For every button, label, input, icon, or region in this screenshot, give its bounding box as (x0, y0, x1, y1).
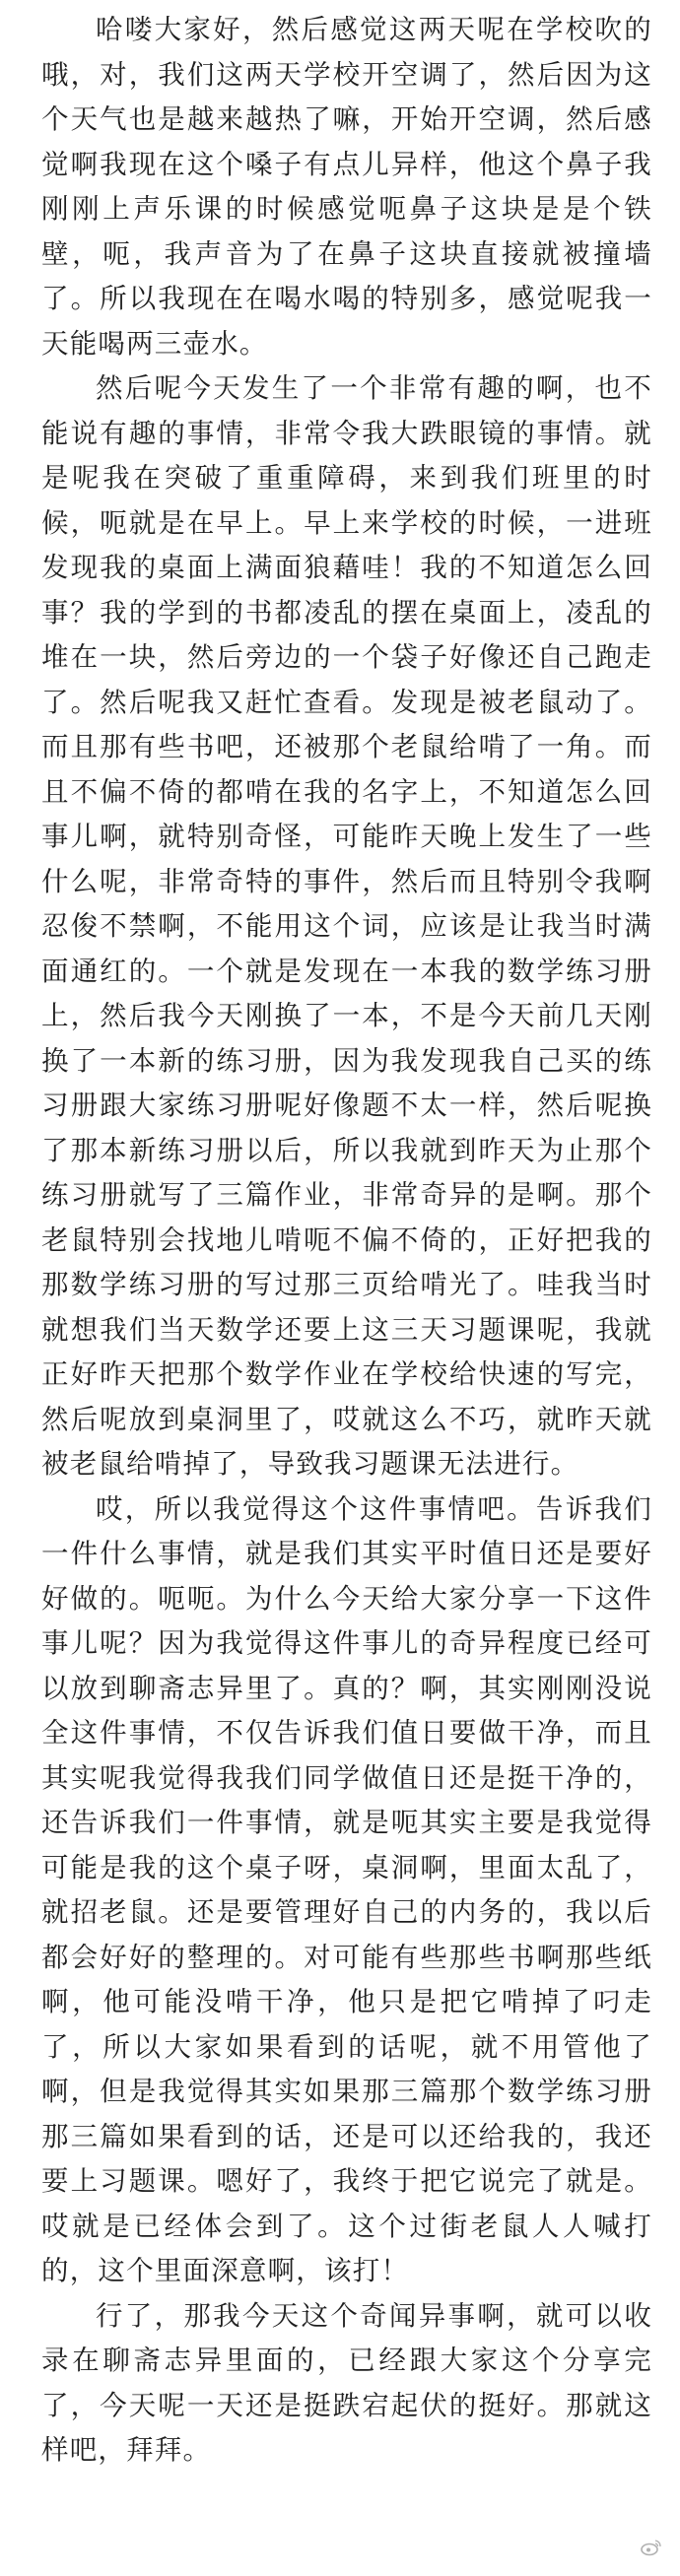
watermark (641, 2539, 662, 2556)
paragraph-2: 然后呢今天发生了一个非常有趣的啊，也不能说有趣的事情，非常令我大跌眼镜的事情。就是呢我在突破了重重障碍，来到我们班里的时候，呃就是在早上。早上来学校的时候，一进班发现我的桌面上满面狼藉哇！我的不知道怎么回事？我的学到的书都凌乱的摆在桌面上，凌乱的堆在一块，然后旁边的一个袋子好像还自己跑走了。然后呢我又赶忙查看。发现是被老鼠动了。而且那有些书吧，还被那个老鼠给啃了一角。而且不偏不倚的都啃在我的名字上，不知道怎么回事儿啊，就特别奇怪，可能昨天晚上发生了一些什么呢，非常奇特的事件，然后而且特别令我啊忍俊不禁啊，不能用这个词，应该是让我当时满面通红的。一个就是发现在一本我的数学练习册上，然后我今天刚换了一本，不是今天前几天刚换了一本新的练习册，因为我发现我自己买的练习册跟大家练习册呢好像题不太一样，然后呢换了那本新练习册以后，所以我就到昨天为止那个练习册就写了三篇作业，非常奇异的是啊。那个老鼠特别会找地儿啃呃不偏不倚的，正好把我的那数学练习册的写过那三页给啃光了。哇我当时就想我们当天数学还要上这三天习题课呢，我就正好昨天把那个数学作业在学校给快速的写完，然后呢放到桌洞里了，哎就这么不巧，就昨天就被老鼠给啃掉了，导致我习题课无法进行。 (41, 372, 652, 1480)
paragraph-3: 哎，所以我觉得这个这件事情吧。告诉我们一件什么事情，就是我们其实平时值日还是要好好做的。呃呃。为什么今天给大家分享一下这件事儿呢？因为我觉得这件事儿的奇异程度已经可以放到聊斋志异里了。真的？啊，其实刚刚没说全这件事情，不仅告诉我们值日要做干净，而且其实呢我觉得我我们同学做值日还是挺干净的，还告诉我们一件事情，就是呃其实主要是我觉得可能是我的这个桌子呀，桌洞啊，里面太乱了，就招老鼠。还是要管理好自己的内务的，我以后都会好好的整理的。对可能有些那些书啊那些纸啊，他可能没啃干净，他只是把它啃掉了叼走了，所以大家如果看到的话呢，就不用管他了啊，但是我觉得其实如果那三篇那个数学练习册那三篇如果看到的话，还是可以还给我的，我还要上习题课。嗯好了，我终于把它说完了就是。哎就是已经体会到了。这个过街老鼠人人喊打的，这个里面深意啊，该打！ (41, 1492, 652, 2286)
document-body (41, 8, 652, 2474)
paragraph-4: 行了，那我今天这个奇闻异事啊，就可以收录在聊斋志异里面的，已经跟大家这个分享完了，今天呢一天还是挺跌宕起伏的挺好。那就这样吧，拜拜。 (41, 2299, 652, 2466)
weibo-logo-icon (641, 2539, 662, 2556)
paragraph-1: 哈喽大家好，然后感觉这两天呢在学校吹的哦，对，我们这两天学校开空调了，然后因为这个天气也是越来越热了嘛，开始开空调，然后感觉啊我现在这个嗓子有点儿异样，他这个鼻子我刚刚上声乐课的时候感觉呃鼻子这块是是个铁壁，呃，我声音为了在鼻子这块直接就被撞墙了。所以我现在在喝水喝的特别多，感觉呢我一天能喝两三壶水。 (41, 14, 652, 360)
